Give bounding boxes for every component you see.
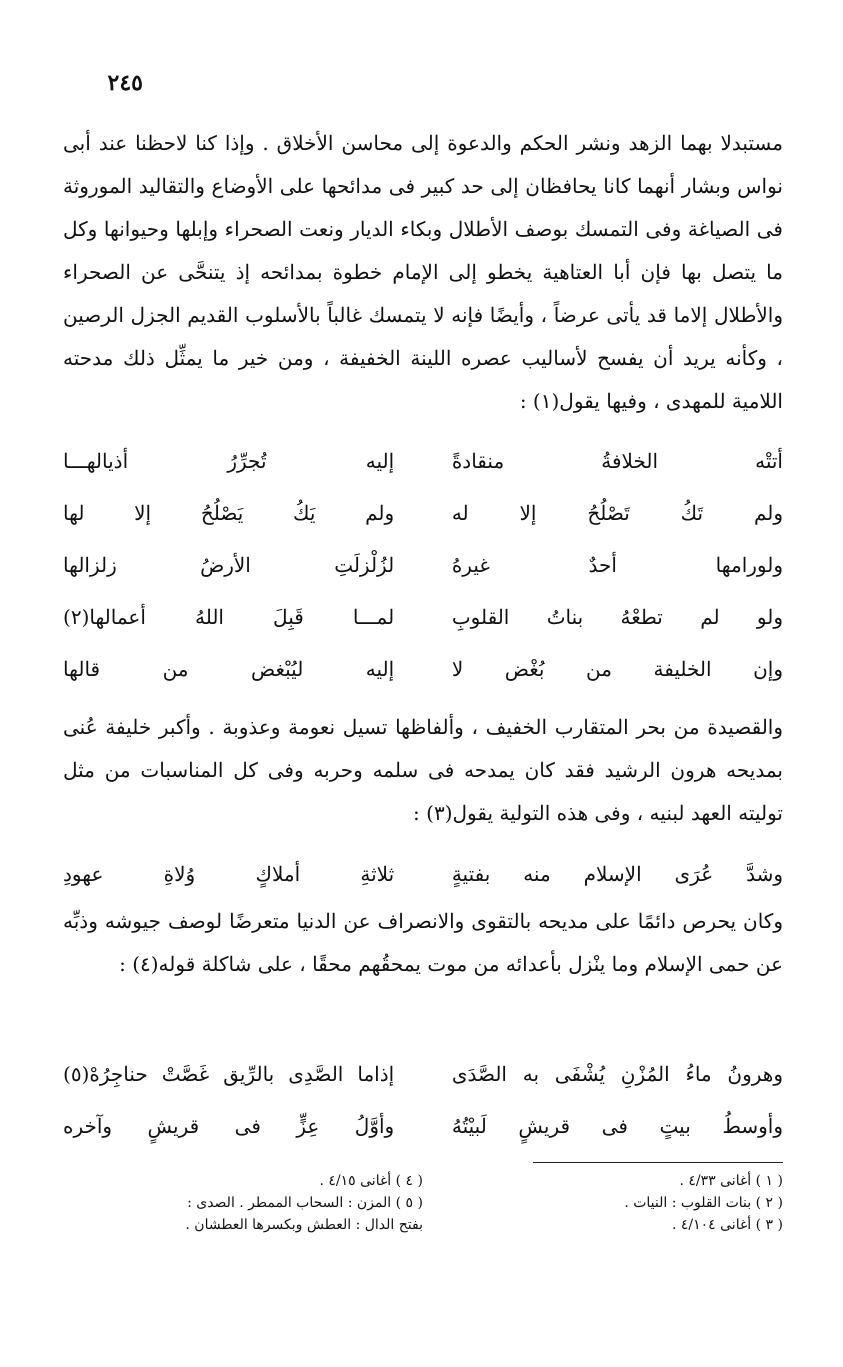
verse-word: من xyxy=(162,657,189,681)
verse-word: بُغْض xyxy=(504,657,545,681)
verse-word: لا xyxy=(451,657,464,681)
verse-word: عِزٍّ xyxy=(296,1114,320,1138)
page-number: ٢٤٥ xyxy=(107,70,143,96)
footnote-2: ( ٢ ) بنات القلوب : النيات . xyxy=(624,1195,783,1211)
verse-word: أحدٌ xyxy=(588,553,617,577)
verse-word: إذاما xyxy=(357,1062,395,1086)
verse-line xyxy=(63,643,783,695)
verse-word: القلوبِ xyxy=(451,605,510,629)
verse-word: ولم xyxy=(753,501,783,525)
verse-word: ليُبْغض xyxy=(250,657,304,681)
verse-word: يُشْفَى xyxy=(554,1062,605,1086)
verse-word: عُرَى xyxy=(674,862,714,886)
verse-word: منه xyxy=(523,862,551,886)
verse-second-hemistich xyxy=(63,1048,394,1100)
verse-word: وأوسطُ xyxy=(722,1114,783,1138)
verse-word: غَصَّتْ xyxy=(161,1062,210,1086)
verse-second-hemistich xyxy=(63,643,394,695)
verse-line xyxy=(63,487,783,539)
verse-word: إلا xyxy=(519,501,537,525)
verse-word: أملاكٍ xyxy=(255,862,301,886)
verse-word: حناجِرُهْ(٥) xyxy=(63,1062,148,1086)
verse-word: زلزالها xyxy=(63,553,117,577)
verse-word: اللهُ xyxy=(194,605,224,629)
verse-word: به xyxy=(522,1062,540,1086)
verse-word: عهودِ xyxy=(63,862,104,886)
verse-word: الخلافةُ xyxy=(601,449,659,473)
footnote-1: ( ١ ) أغانى ٤/٣٣ . xyxy=(679,1173,783,1189)
verse-line xyxy=(63,591,783,643)
verse-word: وُلاةِ xyxy=(163,862,196,886)
verse-line xyxy=(63,1100,783,1152)
verse-word: يَكُ xyxy=(292,501,316,525)
footnote-3: ( ٣ ) أغانى ٤/١٠٤ . xyxy=(671,1217,783,1233)
paragraph-3 xyxy=(63,900,783,986)
verse-word: تَصْلُحُ xyxy=(587,501,630,525)
poem-block-1 xyxy=(63,435,783,695)
footnote-5-continued: بفتح الدال : العطش وبكسرها العطشان . xyxy=(185,1217,423,1233)
verse-word: غيرهُ xyxy=(451,553,490,577)
verse-word: وأوَّلُ xyxy=(354,1114,395,1138)
verse-first-hemistich xyxy=(452,539,783,591)
verse-line xyxy=(63,435,783,487)
verse-word: ماءُ xyxy=(685,1062,712,1086)
verse-word: أعمالها(٢) xyxy=(63,605,146,629)
verse-word: ثلاثةِ xyxy=(360,862,395,886)
verse-word: لزُلْزلَتِ xyxy=(334,553,395,577)
footnotes-column-right xyxy=(483,1170,783,1236)
verse-word: فى xyxy=(601,1114,628,1138)
verse-word: أذيالهـــا xyxy=(63,449,129,473)
verse-word: ولو xyxy=(756,605,783,629)
verse-word: تَكُ xyxy=(680,501,704,525)
footnote-4: ( ٤ ) أغانى ٤/١٥ . xyxy=(319,1173,423,1189)
verse-word: إليه xyxy=(365,449,395,473)
verse-word: ولورامها xyxy=(715,553,783,577)
verse-word: وإن xyxy=(753,657,783,681)
verse-word: تُجرِّرُ xyxy=(227,449,267,473)
verse-first-hemistich xyxy=(452,591,783,643)
verse-word: بفتيةٍ xyxy=(451,862,491,886)
verse-word: أتتْه xyxy=(755,449,783,473)
verse-first-hemistich xyxy=(452,848,783,900)
verse-second-hemistich xyxy=(63,1100,394,1152)
verse-word: ولم xyxy=(365,501,395,525)
verse-word: قَبِلَ xyxy=(273,605,304,629)
verse-first-hemistich xyxy=(452,487,783,539)
verse-word: يَصْلُحُ xyxy=(200,501,244,525)
verse-word: وهرونُ xyxy=(727,1062,783,1086)
verse-second-hemistich xyxy=(63,487,394,539)
paragraph-text: والقصيدة من بحر المتقارب الخفيف ، وألفاظها تسيل نعومة وعذوبة . وأكبر خليفة عُنى بمديحه هرون الرشيد فقد كان يمدحه فى سلمه وحربه وفى كل المناسبات من مثل توليته العهد لبنيه ، وفى هذه التولية يقول(٣) : xyxy=(63,715,783,825)
verse-word: إلا xyxy=(134,501,152,525)
verse-second-hemistich xyxy=(63,591,394,643)
verse-second-hemistich xyxy=(63,539,394,591)
verse-word: الخليفة xyxy=(653,657,712,681)
verse-word: الصَّدَى xyxy=(451,1062,507,1086)
verse-word: قريشٍ xyxy=(518,1114,571,1138)
verse-second-hemistich xyxy=(63,848,394,900)
paragraph-text: مستبدلا بهما الزهد ونشر الحكم والدعوة إلى محاسن الأخلاق . وإذا كنا لاحظنا عند أبى نواس وبشار أنهما كانا يحافظان إلى حد كبير فى مدائحها على الأوضاع والتقاليد الموروثة فى الصياغة وفى التمسك بوصف الأطلال وبكاء الديار ونعت الصحراء وإبلها وحيوانها وكل ما يتصل بها فإن أبا العتاهية يخطو إلى الإمام خطوة بمدائحه إذ يتنحَّى عن الصحراء والأطلال إلاما قد يأتى عرضاً ، وأيضًا فإنه لا يتمسك غالباً بالأسلوب القديم الجزل الرصين ، وكأنه يريد أن يفسح لأساليب عصره اللينة الخفيفة ، ومن خير ما يمثِّل ذلك مدحته اللامية للمهدى ، وفيها يقول(١) : xyxy=(63,131,783,413)
verse-word: لَبيْتُهُ xyxy=(451,1114,487,1138)
verse-word: تطعْهُ xyxy=(620,605,663,629)
verse-first-hemistich xyxy=(452,435,783,487)
verse-word: وآخره xyxy=(63,1114,113,1138)
verse-word: إليه xyxy=(365,657,395,681)
verse-word: لم xyxy=(700,605,720,629)
verse-second-hemistich xyxy=(63,435,394,487)
verse-word: وشدَّ xyxy=(746,862,783,886)
verse-first-hemistich xyxy=(452,1048,783,1100)
verse-word: بالرِّيق xyxy=(223,1062,275,1086)
poem-block-2 xyxy=(63,848,783,900)
footnote-divider xyxy=(533,1162,783,1163)
verse-word: قريشٍ xyxy=(147,1114,200,1138)
verse-word: منقادةً xyxy=(451,449,505,473)
verse-word: له xyxy=(451,501,469,525)
verse-word: المُزْنِ xyxy=(620,1062,670,1086)
verse-word: لمـــا xyxy=(352,605,395,629)
verse-word: الصَّدِى xyxy=(288,1062,344,1086)
verse-line xyxy=(63,539,783,591)
poem-block-3 xyxy=(63,1048,783,1152)
verse-first-hemistich xyxy=(452,643,783,695)
verse-word: الإسلام xyxy=(583,862,642,886)
verse-word: قالها xyxy=(63,657,101,681)
verse-word: الأرضُ xyxy=(200,553,251,577)
verse-first-hemistich xyxy=(452,1100,783,1152)
footnote-5: ( ٥ ) المزن : السحاب الممطر . الصدى : xyxy=(187,1195,423,1211)
paragraph-2 xyxy=(63,706,783,835)
verse-word: من xyxy=(586,657,612,681)
verse-word: بيتٍ xyxy=(659,1114,691,1138)
verse-word: لها xyxy=(63,501,85,525)
verse-line xyxy=(63,1048,783,1100)
verse-word: بناتُ xyxy=(546,605,584,629)
verse-line xyxy=(63,848,783,900)
paragraph-1 xyxy=(63,122,783,423)
footnotes-column-left xyxy=(123,1170,423,1236)
verse-word: فى xyxy=(234,1114,261,1138)
paragraph-text: وكان يحرص دائمًا على مديحه بالتقوى والانصراف عن الدنيا متعرضًا لوصف جيوشه وذبِّه عن حمى الإسلام وما ينْزل بأعدائه من موت يمحقُهم محقًا ، على شاكلة قوله(٤) : xyxy=(63,909,783,976)
